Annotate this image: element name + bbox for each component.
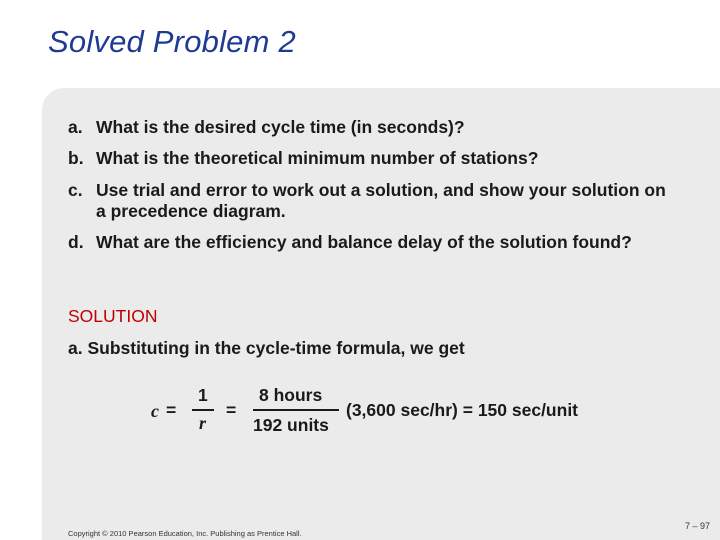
question-text: Use trial and error to work out a solution, and show your solution on a precedence diagram. [96, 180, 666, 221]
slide-title: Solved Problem 2 [48, 24, 296, 59]
solution-part-a: a. Substituting in the cycle-time formula, we get [68, 338, 465, 358]
question-label: c. [68, 180, 83, 200]
copyright-footer: Copyright © 2010 Pearson Education, Inc. Publishing as Prentice Hall. [68, 529, 302, 538]
fraction-2-numerator: 8 hours [259, 385, 323, 405]
question-label: d. [68, 232, 84, 252]
side-band [0, 88, 42, 540]
fraction-1-denominator: r [199, 413, 207, 433]
question-text: What are the efficiency and balance delay of the solution found? [96, 232, 632, 252]
fraction-1-numerator: 1 [198, 385, 208, 405]
page-number: 7 – 97 [684, 521, 710, 531]
question-c [68, 180, 668, 222]
formula-lhs-variable: c [151, 401, 159, 421]
question-d [68, 232, 668, 253]
formula-result: (3,600 sec/hr) = 150 sec/unit [346, 400, 579, 420]
solution-heading: SOLUTION [68, 306, 158, 326]
question-text: What is the desired cycle time (in seconds)? [96, 117, 465, 137]
question-b [68, 148, 668, 169]
fraction-2-denominator: 192 units [253, 415, 329, 435]
formula-equals-2: = [226, 400, 237, 420]
question-text: What is the theoretical minimum number of stations? [96, 148, 539, 168]
question-a [68, 117, 668, 138]
question-label: b. [68, 148, 84, 168]
formula-equals-1: = [166, 400, 177, 420]
question-label: a. [68, 117, 83, 137]
